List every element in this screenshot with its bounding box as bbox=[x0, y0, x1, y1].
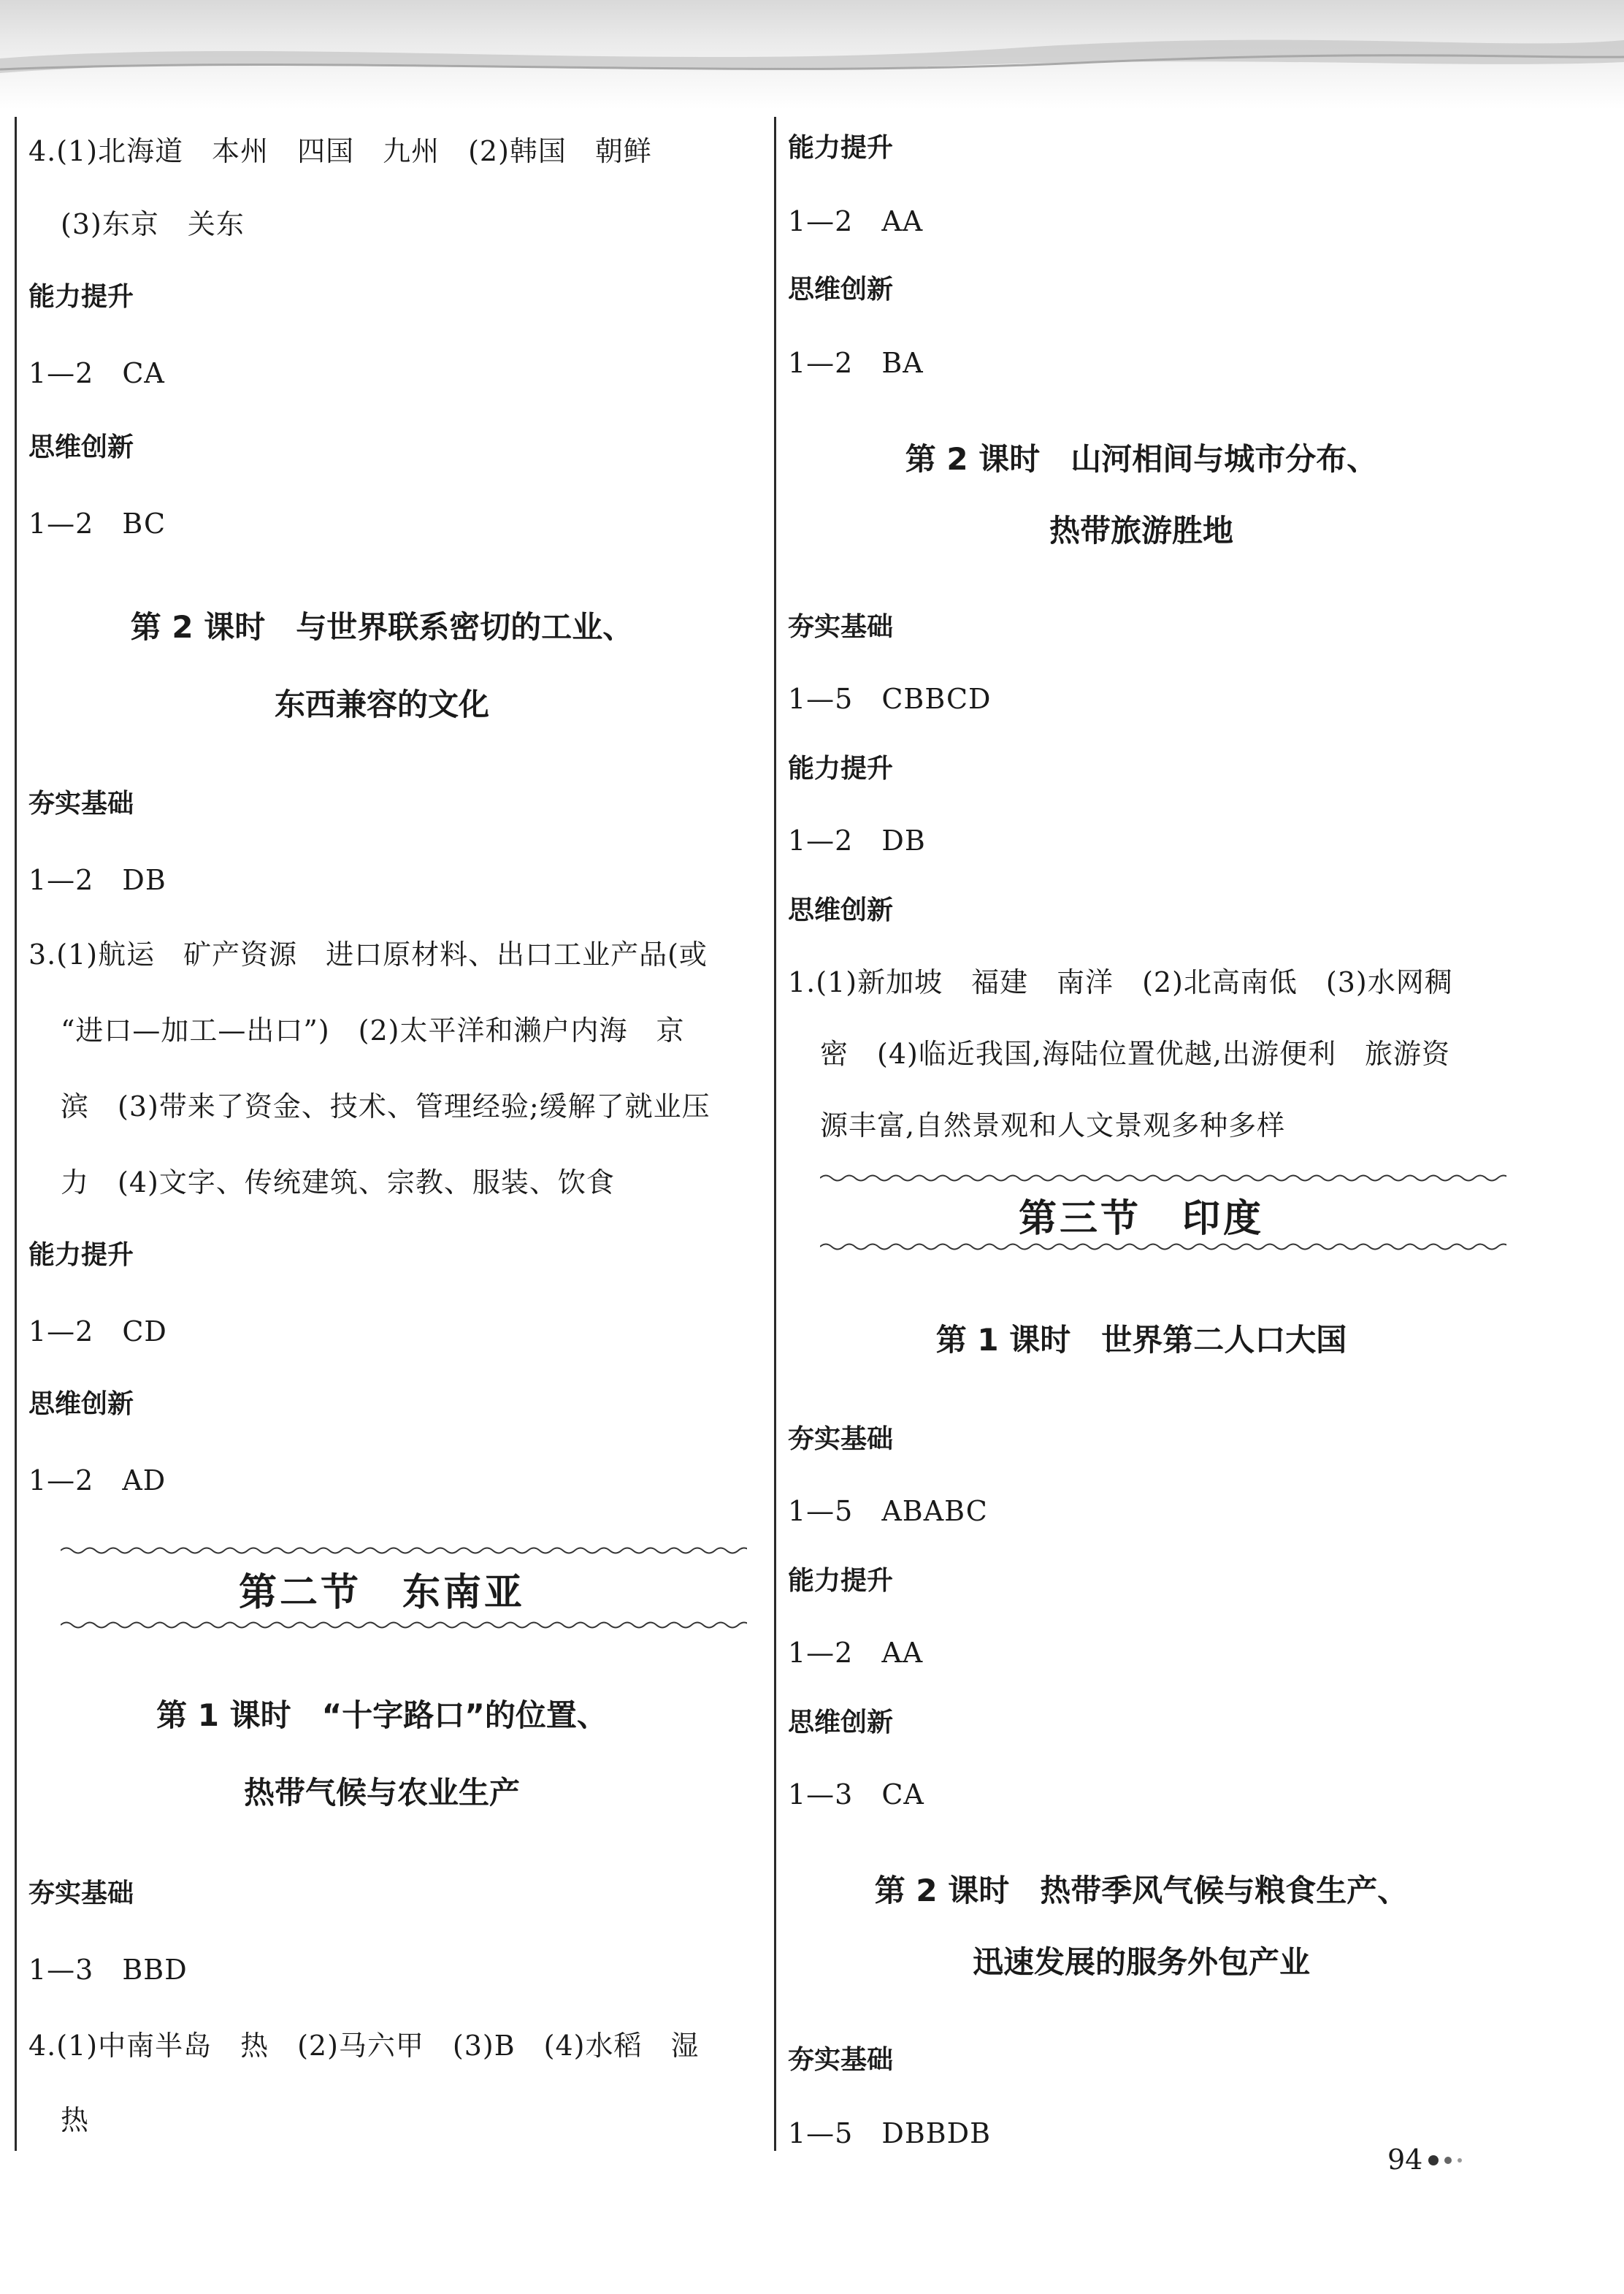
wavy-divider bbox=[61, 1620, 747, 1630]
lesson-title: 第 1 课时 “十字路口”的位置、 bbox=[156, 1697, 608, 1733]
answer-line: 热 bbox=[61, 2104, 90, 2136]
lesson-title: 第 2 课时 山河相间与城市分布、 bbox=[905, 441, 1378, 477]
answer-line: 1—2 CA bbox=[28, 357, 165, 389]
subheading: 能力提升 bbox=[788, 1566, 894, 1596]
answer-line: “进口—加工—出口”) (2)太平洋和濑户内海 京 bbox=[61, 1014, 685, 1047]
answer-line: 1—2 BA bbox=[788, 347, 924, 379]
section-title: 第二节 东南亚 bbox=[238, 1570, 525, 1615]
page-number: 94 bbox=[1387, 2144, 1423, 2176]
answer-line: 力 (4)文字、传统建筑、宗教、服装、饮食 bbox=[61, 1166, 615, 1198]
answer-line: 1—2 AA bbox=[788, 1637, 924, 1669]
section-title: 第三节 印度 bbox=[1018, 1196, 1264, 1241]
answer-line: 4.(1)中南半岛 热 (2)马六甲 (3)B (4)水稻 湿 bbox=[28, 2030, 700, 2062]
wavy-divider bbox=[820, 1173, 1506, 1183]
answer-line: 滨 (3)带来了资金、技术、管理经验;缓解了就业压 bbox=[61, 1090, 710, 1123]
subheading: 夯实基础 bbox=[788, 612, 894, 642]
lesson-title: 第 1 课时 世界第二人口大国 bbox=[935, 1322, 1347, 1358]
wavy-divider bbox=[61, 1545, 747, 1556]
right-column bbox=[774, 117, 1518, 2151]
answer-line: 4.(1)北海道 本州 四国 九州 (2)韩国 朝鲜 bbox=[28, 135, 652, 167]
page-dots-icon bbox=[1428, 2153, 1471, 2168]
subheading: 思维创新 bbox=[788, 895, 894, 925]
left-column bbox=[15, 117, 759, 2151]
subheading: 能力提升 bbox=[788, 754, 894, 784]
lesson-title: 第 2 课时 热带季风气候与粮食生产、 bbox=[874, 1873, 1409, 1908]
subheading: 思维创新 bbox=[788, 1708, 894, 1737]
subheading: 夯实基础 bbox=[788, 1424, 894, 1454]
answer-line: 1—3 BBD bbox=[28, 1954, 188, 1986]
subheading: 夯实基础 bbox=[788, 2045, 894, 2075]
answer-line: 源丰富,自然景观和人文景观多种多样 bbox=[820, 1109, 1286, 1142]
lesson-title: 迅速发展的服务外包产业 bbox=[972, 1944, 1310, 1980]
lesson-title: 热带旅游胜地 bbox=[1049, 513, 1233, 548]
subheading: 能力提升 bbox=[788, 133, 894, 163]
subheading: 思维创新 bbox=[28, 432, 134, 462]
subheading: 夯实基础 bbox=[28, 1878, 134, 1908]
answer-line: 1—5 ABABC bbox=[788, 1495, 988, 1527]
answer-line: 3.(1)航运 矿产资源 进口原材料、出口工业产品(或 bbox=[28, 938, 708, 971]
answer-line: 1—2 AA bbox=[788, 205, 924, 237]
lesson-title: 东西兼容的文化 bbox=[274, 687, 489, 722]
subheading: 能力提升 bbox=[28, 282, 134, 312]
lesson-title: 第 2 课时 与世界联系密切的工业、 bbox=[130, 609, 634, 645]
header-decoration bbox=[0, 0, 1624, 110]
answer-line: 1—2 DB bbox=[28, 864, 166, 896]
lesson-title: 热带气候与农业生产 bbox=[243, 1775, 520, 1811]
answer-line: (3)东京 关东 bbox=[61, 208, 245, 240]
answer-line: 1—5 DBBDB bbox=[788, 2117, 992, 2149]
answer-line: 1—3 CA bbox=[788, 1778, 924, 1811]
wavy-divider bbox=[820, 1242, 1506, 1252]
answer-line: 1—2 CD bbox=[28, 1315, 167, 1347]
answer-line: 1—2 BC bbox=[28, 508, 166, 540]
answer-line: 密 (4)临近我国,海陆位置优越,出游便利 旅游资 bbox=[820, 1038, 1450, 1070]
subheading: 思维创新 bbox=[788, 275, 894, 305]
subheading: 夯实基础 bbox=[28, 789, 134, 819]
subheading: 能力提升 bbox=[28, 1240, 134, 1270]
swoosh-graphic bbox=[0, 29, 1624, 80]
answer-line: 1—2 AD bbox=[28, 1464, 166, 1496]
subheading: 思维创新 bbox=[28, 1389, 134, 1419]
answer-line: 1.(1)新加坡 福建 南洋 (2)北高南低 (3)水网稠 bbox=[788, 966, 1453, 998]
answer-line: 1—5 CBBCD bbox=[788, 683, 992, 715]
answer-line: 1—2 DB bbox=[788, 825, 926, 857]
